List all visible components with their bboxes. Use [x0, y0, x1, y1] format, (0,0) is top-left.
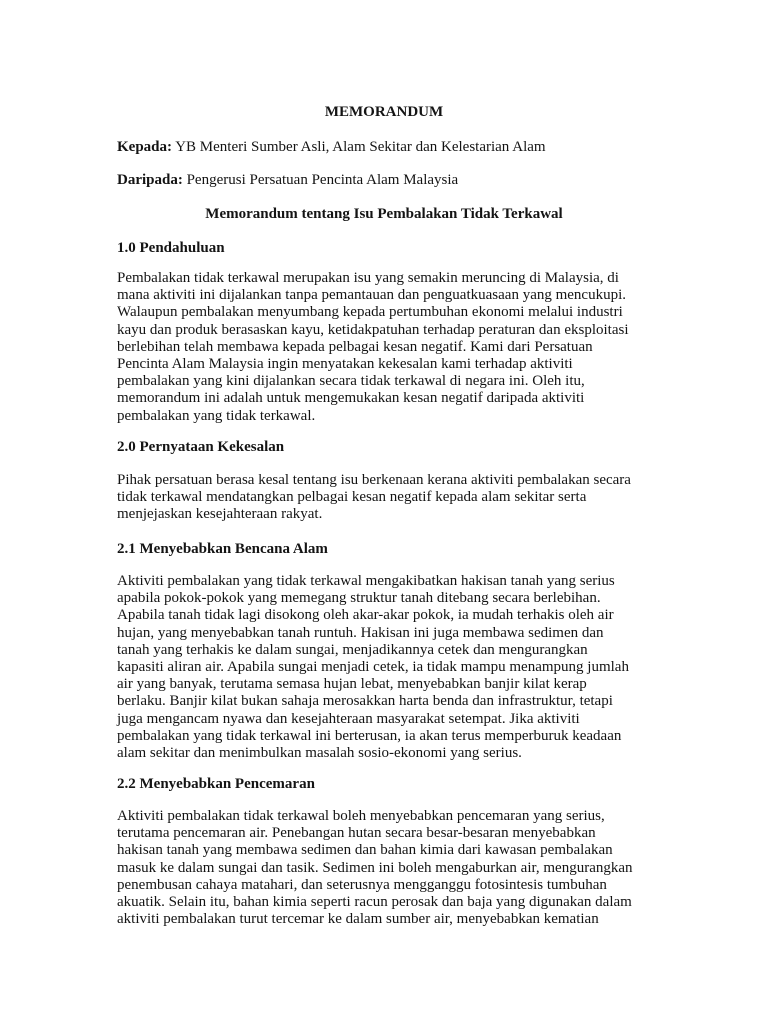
paragraph-line: aktiviti pembalakan turut tercemar ke dalam sumber air, menyebabkan kematian [117, 911, 599, 928]
document-subtitle: Memorandum tentang Isu Pembalakan Tidak Terkawal [205, 206, 563, 222]
section-heading-pendahuluan: 1.0 Pendahuluan [117, 240, 225, 256]
section-heading-bencana-alam: 2.1 Menyebabkan Bencana Alam [117, 541, 328, 557]
recipient-label: Kepada: [117, 139, 173, 155]
paragraph-line: Aktiviti pembalakan tidak terkawal boleh menyebabkan pencemaran yang serius, [117, 808, 605, 824]
sender-value: Pengerusi Persatuan Pencinta Alam Malaysia [182, 172, 459, 188]
section-heading-pernyataan-kekesalan: 2.0 Pernyataan Kekesalan [117, 439, 285, 455]
paragraph-line: pembalakan yang tidak terkawal ini berterusan, ia akan terus memperburuk keadaan [117, 727, 622, 744]
paragraph-line: Pembalakan tidak terkawal merupakan isu yang semakin meruncing di Malaysia, di [117, 270, 619, 286]
paragraph-line: apabila pokok-pokok yang memegang struktur tanah ditebang secara berlebihan. [117, 590, 601, 607]
paragraph-line: Apabila tanah tidak lagi disokong oleh akar-akar pokok, ia mudah terhakis oleh air [117, 607, 614, 624]
paragraph-line: juga mengancam nyawa dan kesejahteraan masyarakat setempat. Jika aktiviti [117, 710, 580, 727]
paragraph-line: terutama pencemaran air. Penebangan hutan secara besar-besaran menyebabkan [117, 825, 596, 842]
paragraph-line: memorandum ini adalah untuk mengemukakan kesan negatif daripada aktiviti [117, 390, 585, 407]
paragraph-line: menjejaskan kesejahteraan rakyat. [117, 506, 323, 523]
section-paragraph-bencana-alam [117, 573, 657, 762]
paragraph-line: pembalakan yang tidak terkawal. [117, 407, 316, 424]
paragraph-line: hujan, yang menyebabkan tanah runtuh. Hakisan ini juga membawa sedimen dan [117, 624, 604, 641]
paragraph-line: tanah yang terhakis ke dalam sungai, menjadikannya cetek dan mengurangkan [117, 641, 588, 658]
paragraph-line: berlaku. Banjir kilat bukan sahaja merosakkan harta benda dan infrastruktur, tetapi [117, 693, 613, 710]
paragraph-line: hakisan tanah yang membawa sedimen dan bahan kimia dari kawasan pembalakan [117, 842, 613, 859]
paragraph-line: Pencinta Alam Malaysia ingin menyatakan kekesalan kami terhadap aktiviti [117, 355, 573, 372]
paragraph-line: akuatik. Selain itu, bahan kimia seperti racun perosak dan baja yang digunakan dalam [117, 893, 632, 910]
paragraph-line: Pihak persatuan berasa kesal tentang isu berkenaan kerana aktiviti pembalakan secara [117, 472, 631, 488]
paragraph-line: Aktiviti pembalakan yang tidak terkawal mengakibatkan hakisan tanah yang serius [117, 573, 615, 589]
paragraph-line: Walaupun pembalakan menyumbang kepada pertumbuhan ekonomi melalui industri [117, 304, 623, 321]
paragraph-line: mana aktiviti ini dijalankan tanpa pemantauan dan penguatkuasaan yang mencukupi. [117, 287, 626, 304]
paragraph-line: air yang banyak, terutama semasa hujan lebat, menyebabkan banjir kilat kerap [117, 676, 587, 693]
paragraph-line: alam sekitar dan menimbulkan masalah sosio-ekonomi yang serius. [117, 744, 522, 761]
section-paragraph-pencemaran [117, 808, 657, 928]
section-paragraph-pernyataan-kekesalan [117, 472, 657, 524]
sender-label: Daripada: [117, 172, 183, 188]
paragraph-line: masuk ke dalam sungai dan tasik. Sedimen ini boleh mengaburkan air, mengurangkan [117, 859, 633, 876]
document-title: MEMORANDUM [324, 104, 444, 120]
paragraph-line: penembusan cahaya matahari, dan seterusnya mengganggu fotosintesis tumbuhan [117, 876, 607, 893]
paragraph-line: tidak terkawal mendatangkan pelbagai kesan negatif kepada alam sekitar serta [117, 489, 587, 506]
section-paragraph-pendahuluan [117, 270, 657, 425]
section-heading-pencemaran: 2.2 Menyebabkan Pencemaran [117, 776, 315, 792]
recipient-line [117, 138, 546, 156]
recipient-value: YB Menteri Sumber Asli, Alam Sekitar dan Kelestarian Alam [172, 139, 546, 155]
paragraph-line: kayu dan produk berasaskan kayu, ketidakpatuhan terhadap peraturan dan eksploitasi [117, 321, 629, 338]
sender-line [117, 171, 458, 189]
paragraph-line: berlebihan telah membawa kepada pelbagai kesan negatif. Kami dari Persatuan [117, 338, 593, 355]
paragraph-line: kapasiti aliran air. Apabila sungai menjadi cetek, ia tidak mampu menampung jumlah [117, 658, 629, 675]
paragraph-line: pembalakan yang kini dijalankan secara tidak terkawal di negara ini. Oleh itu, [117, 373, 585, 390]
